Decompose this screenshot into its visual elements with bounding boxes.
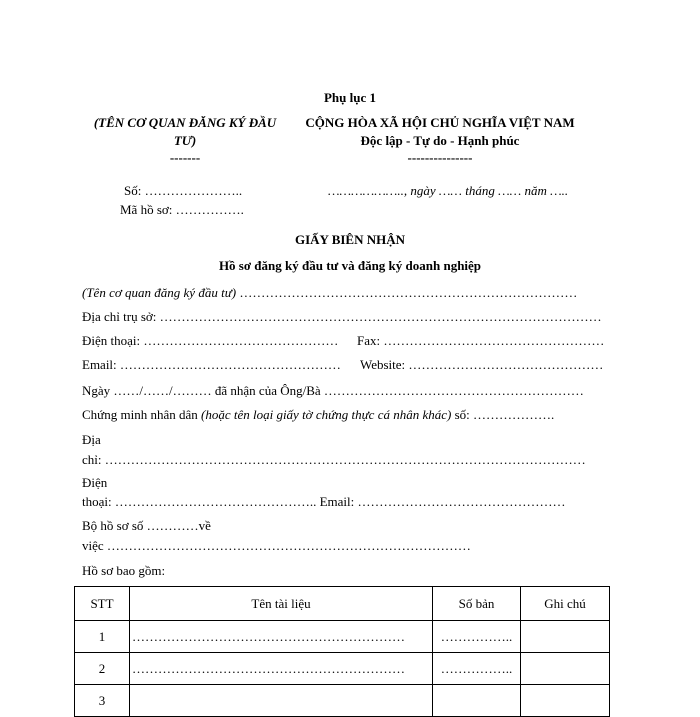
agency-field-dots: …………………………………………………………………… xyxy=(236,285,578,300)
row-note xyxy=(521,685,610,717)
id-field-note: (hoặc tên loại giấy tờ chứng thực cá nhân khác) xyxy=(200,407,452,422)
row-copies xyxy=(433,685,521,717)
row-copies: …………….. xyxy=(433,653,521,685)
agency-field xyxy=(82,285,577,301)
website-field: Website: ……………………………………… xyxy=(360,357,604,372)
document-number: Số: ………………….. xyxy=(124,183,243,198)
agency-name-line1: (TÊN CƠ QUAN ĐĂNG KÝ ĐẦU xyxy=(93,115,277,130)
row-stt: 2 xyxy=(75,653,130,685)
row-stt: 3 xyxy=(75,685,130,717)
table-row xyxy=(75,621,610,653)
nation-title: CỘNG HÒA XÃ HỘI CHỦ NGHĨA VIỆT NAM xyxy=(305,115,575,130)
row-note xyxy=(521,621,610,653)
id-field xyxy=(82,407,554,423)
dossier-subject-field: việc ………………………………………………………………………… xyxy=(82,538,471,553)
email-field: Email: …………………………………………… xyxy=(82,357,341,372)
received-from-field: Ngày ……/……/……… đã nhận của Ông/Bà …………………………………………………… xyxy=(82,383,584,398)
header-stt: STT xyxy=(75,587,130,621)
agency-rule: ------- xyxy=(169,150,201,165)
fax-field: Fax: …………………………………………… xyxy=(357,333,605,348)
file-code: Mã hồ sơ: ……………. xyxy=(120,202,244,217)
row-note xyxy=(521,653,610,685)
row-document-name xyxy=(130,685,433,717)
applicant-address-label: Địa xyxy=(82,432,101,447)
dossier-number-field: Bộ hồ sơ số …………về xyxy=(82,518,211,533)
table-row xyxy=(75,685,610,717)
id-field-suffix: số: ………………. xyxy=(451,407,555,422)
table-row xyxy=(75,653,610,685)
appendix-label: Phụ lục 1 xyxy=(323,90,376,105)
id-field-prefix: Chứng minh nhân dân xyxy=(82,407,201,422)
documents-table xyxy=(74,586,610,717)
agency-field-label: (Tên cơ quan đăng ký đầu tư) xyxy=(82,285,237,300)
document-subtitle: Hồ sơ đăng ký đầu tư và đăng ký doanh nghiệp xyxy=(218,258,482,273)
applicant-phone-label: Điện xyxy=(82,475,108,490)
row-stt: 1 xyxy=(75,621,130,653)
table-header-row xyxy=(75,587,610,621)
applicant-phone-email-field: thoại: ……………………………………….. Email: ………………………………………… xyxy=(82,494,566,509)
row-copies: …………….. xyxy=(433,621,521,653)
place-and-date: ……………….., ngày …… tháng …… năm ….. xyxy=(328,183,569,198)
dossier-includes-label: Hồ sơ bao gồm: xyxy=(82,563,166,578)
applicant-address-field: chỉ: ………………………………………………………………………………………………… xyxy=(82,452,586,467)
motto-rule: --------------- xyxy=(407,150,473,165)
document-title: GIẤY BIÊN NHẬN xyxy=(294,232,406,247)
row-document-name: ……………………………………………………… xyxy=(130,653,433,685)
motto: Độc lập - Tự do - Hạnh phúc xyxy=(360,133,520,148)
row-document-name: ……………………………………………………… xyxy=(130,621,433,653)
header-note: Ghi chú xyxy=(521,587,610,621)
header-document-name: Tên tài liệu xyxy=(130,587,433,621)
address-field: Địa chỉ trụ sở: ………………………………………………………………………………………… xyxy=(82,309,602,324)
header-copies: Số bản xyxy=(433,587,521,621)
phone-field: Điện thoại: ……………………………………… xyxy=(82,333,339,348)
agency-name-line2: TƯ) xyxy=(173,133,197,148)
